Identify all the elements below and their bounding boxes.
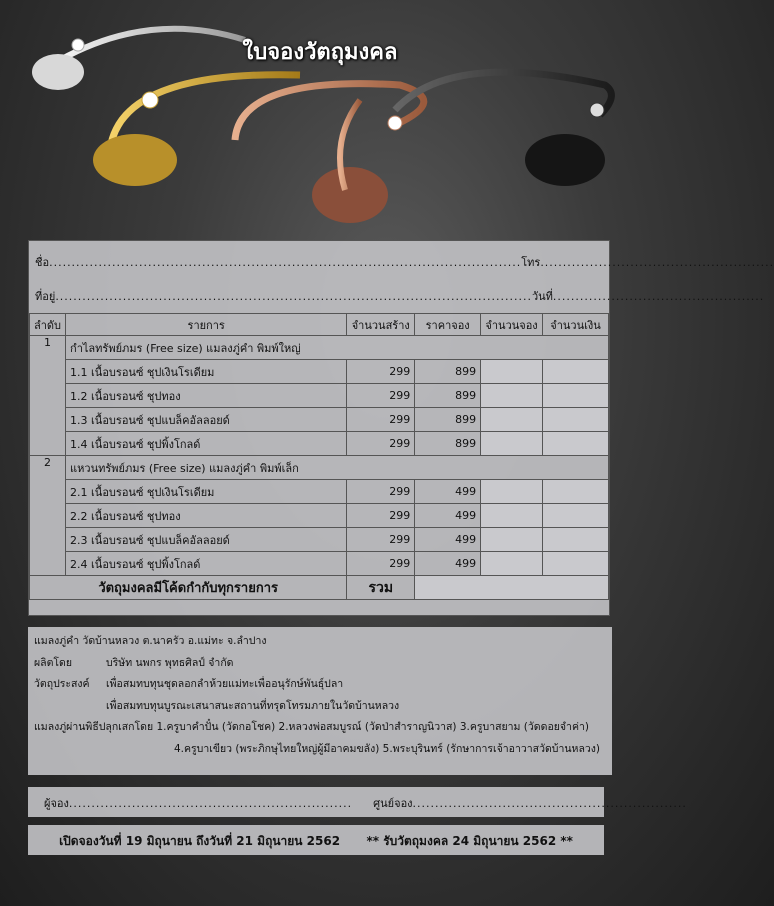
group-number: 1 <box>30 336 66 456</box>
booking-qty-cell[interactable] <box>481 360 543 384</box>
item-qty: 299 <box>347 528 415 552</box>
date-field[interactable]: ............................................... <box>552 290 765 303</box>
info-ritual-row <box>34 717 606 739</box>
ritual-monks-1: 1.ครูบาคำปั๋น (วัดกอโชค) 2.หลวงพ่อสมบูรณ์ (วัดป่าสำราญนิวาส) 3.ครูบาสยาม (วัดดอยจำค่า) <box>156 721 589 733</box>
address-date-line <box>35 287 764 305</box>
item-name: 1.2 เนื้อบรอนซ์ ชุปทอง <box>66 384 347 408</box>
amount-cell[interactable] <box>543 432 609 456</box>
amount-cell[interactable] <box>543 360 609 384</box>
booking-period: เปิดจองวันที่ 19 มิถุนายน ถึงวันที่ 21 มิถุนายน 2562 <box>59 834 341 848</box>
address-field[interactable]: .......................................................................................................... <box>55 290 532 303</box>
group-title: แหวนทรัพย์ภมร (Free size) แมลงภู่คำ พิมพ์เล็ก <box>66 456 609 480</box>
header-price: ราคาจอง <box>415 314 481 336</box>
item-name: 2.2 เนื้อบรอนซ์ ชุปทอง <box>66 504 347 528</box>
items-table <box>29 313 609 600</box>
item-qty: 299 <box>347 360 415 384</box>
group-title: กำไลทรัพย์ภมร (Free size) แมลงภู่คำ พิมพ์ใหญ่ <box>66 336 609 360</box>
item-price: 499 <box>415 552 481 576</box>
item-qty: 299 <box>347 480 415 504</box>
table-row <box>30 552 609 576</box>
item-price: 499 <box>415 504 481 528</box>
booking-center-label: ศูนย์จอง <box>373 797 413 810</box>
table-row <box>30 408 609 432</box>
booker-field[interactable]: ............................................................... <box>68 797 353 810</box>
info-purpose-row-2 <box>34 696 606 718</box>
item-name: 2.3 เนื้อบรอนซ์ ชุปแบล็คอัลลอยด์ <box>66 528 347 552</box>
receive-date: ** รับวัตถุมงคล 24 มิถุนายน 2562 ** <box>366 834 573 848</box>
group-title-row <box>30 336 609 360</box>
item-price: 899 <box>415 360 481 384</box>
total-label: รวม <box>347 576 415 600</box>
purpose-value-2: เพื่อสมทบทุนบูรณะเสนาสนะสถานที่ทรุดโทรมภายในวัดบ้านหลวง <box>106 699 400 712</box>
purpose-label: วัตถุประสงค์ <box>34 678 90 690</box>
item-name: 1.4 เนื้อบรอนซ์ ชุปพิ้งโกลด์ <box>66 432 347 456</box>
booking-qty-cell[interactable] <box>481 552 543 576</box>
producer-value: บริษัท นพกร พุทธศิลป์ จำกัด <box>106 656 234 669</box>
item-price: 499 <box>415 480 481 504</box>
item-qty: 299 <box>347 384 415 408</box>
header-booking-qty: จำนวนจอง <box>481 314 543 336</box>
date-label: วันที่ <box>531 290 553 303</box>
item-name: 1.3 เนื้อบรอนซ์ ชุปแบล็คอัลลอยด์ <box>66 408 347 432</box>
booking-qty-cell[interactable] <box>481 504 543 528</box>
group-title-row <box>30 456 609 480</box>
item-name: 2.4 เนื้อบรอนซ์ ชุปพิ้งโกลด์ <box>66 552 347 576</box>
page-title: ใบจองวัตถุมงคล <box>242 39 398 65</box>
header-amount: จำนวนเงิน <box>543 314 609 336</box>
info-origin: แมลงภู่คำ วัดบ้านหลวง ต.นาครัว อ.แม่ทะ จ.ลำปาง <box>34 635 267 647</box>
total-cell[interactable] <box>415 576 609 600</box>
booking-qty-cell[interactable] <box>481 480 543 504</box>
item-qty: 299 <box>347 432 415 456</box>
code-note: วัตถุมงคลมีโค้ดกำกับทุกรายการ <box>30 576 347 600</box>
table-row <box>30 504 609 528</box>
header-quantity-made: จำนวนสร้าง <box>347 314 415 336</box>
item-price: 499 <box>415 528 481 552</box>
booking-qty-cell[interactable] <box>481 528 543 552</box>
item-qty: 299 <box>347 504 415 528</box>
amount-cell[interactable] <box>543 528 609 552</box>
amount-cell[interactable] <box>543 504 609 528</box>
amount-cell[interactable] <box>543 552 609 576</box>
table-row <box>30 528 609 552</box>
tel-field[interactable]: .................................................... <box>540 256 774 269</box>
table-header-row <box>30 314 609 336</box>
address-label: ที่อยู่ <box>35 290 56 303</box>
ritual-label: แมลงภู่ผ่านพิธีปลุกเสกโดย <box>34 721 154 733</box>
dates-bar <box>28 825 604 855</box>
item-price: 899 <box>415 432 481 456</box>
purpose-value-1: เพื่อสมทบทุนชุดลอกลำห้วยแม่ทะเพื่ออนุรักษ์พันธุ์ปลา <box>106 678 344 690</box>
header-index: ลำดับ <box>30 314 66 336</box>
table-row <box>30 480 609 504</box>
producer-label: ผลิตโดย <box>34 656 73 669</box>
group-number: 2 <box>30 456 66 576</box>
info-producer-row <box>34 653 606 675</box>
name-tel-line <box>35 253 774 271</box>
ritual-monks-2: 4.ครูบาเขียว (พระภิกษุไทยใหญ่ผู้มีอาคมขลัง) 5.พระบุรินทร์ (รักษาการเจ้าอาวาสวัดบ้านหลวง) <box>174 742 601 755</box>
tel-label: โทร <box>521 256 541 269</box>
info-ritual-row-2 <box>34 739 606 761</box>
booker-label: ผู้จอง <box>44 797 69 810</box>
booking-qty-cell[interactable] <box>481 384 543 408</box>
booking-qty-cell[interactable] <box>481 408 543 432</box>
name-label: ชื่อ <box>35 256 50 269</box>
item-name: 1.1 เนื้อบรอนซ์ ชุปเงินโรเดียม <box>66 360 347 384</box>
info-purpose-row <box>34 674 606 696</box>
order-form <box>28 240 774 616</box>
info-panel <box>28 627 612 775</box>
booking-qty-cell[interactable] <box>481 432 543 456</box>
amount-cell[interactable] <box>543 480 609 504</box>
item-qty: 299 <box>347 408 415 432</box>
total-row <box>30 576 609 600</box>
booking-center-field[interactable]: ............................................................. <box>412 797 687 810</box>
amount-cell[interactable] <box>543 408 609 432</box>
item-price: 899 <box>415 384 481 408</box>
table-row <box>30 360 609 384</box>
item-qty: 299 <box>347 552 415 576</box>
item-price: 899 <box>415 408 481 432</box>
table-row <box>30 432 609 456</box>
header-item: รายการ <box>66 314 347 336</box>
name-field[interactable]: ......................................................................................................... <box>49 256 522 269</box>
signature-bar <box>28 787 687 817</box>
item-name: 2.1 เนื้อบรอนซ์ ชุปเงินโรเดียม <box>66 480 347 504</box>
table-row <box>30 384 609 408</box>
amount-cell[interactable] <box>543 384 609 408</box>
